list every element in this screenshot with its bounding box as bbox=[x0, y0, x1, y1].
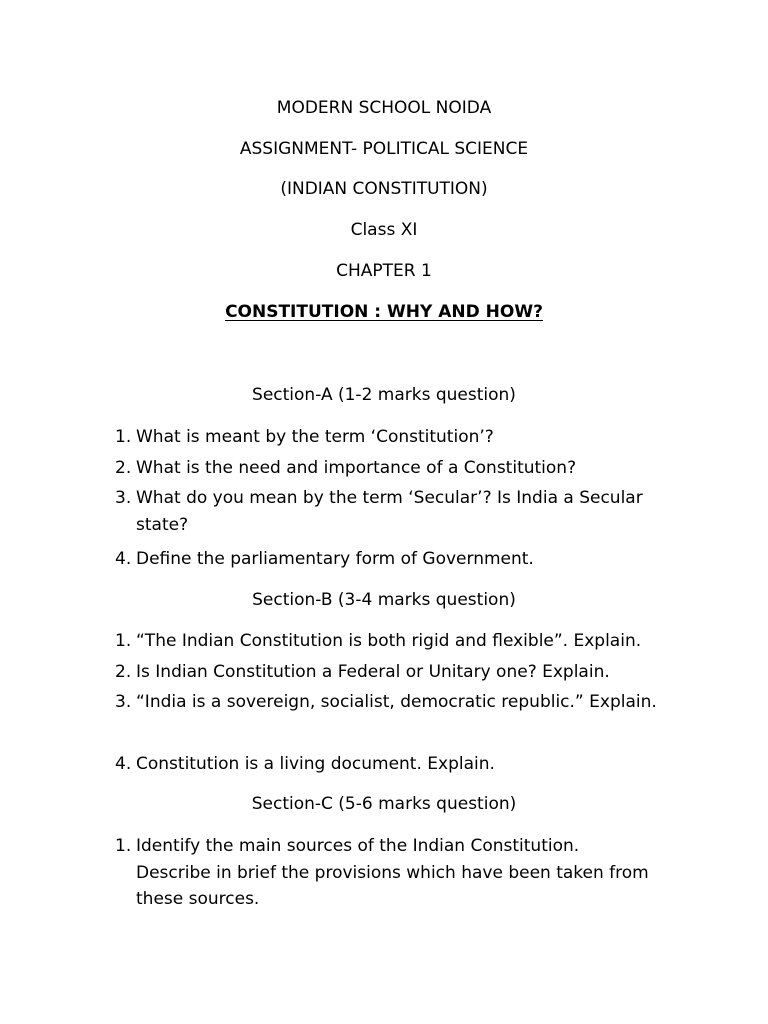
list-item bbox=[115, 689, 735, 716]
list-item bbox=[115, 455, 735, 482]
question-number: 3. bbox=[115, 692, 132, 712]
section-a-heading: Section-A (1-2 marks question) bbox=[252, 385, 516, 405]
question-text: Constitution is a living document. Explain. bbox=[136, 754, 495, 774]
list-item bbox=[115, 833, 735, 913]
chapter-title: CONSTITUTION : WHY AND HOW? bbox=[225, 302, 543, 322]
class-label: Class XI bbox=[350, 220, 418, 240]
subject-title: (INDIAN CONSTITUTION) bbox=[280, 179, 488, 199]
question-number: 4. bbox=[115, 754, 132, 774]
question-number: 3. bbox=[115, 488, 132, 508]
question-text: “The Indian Constitution is both rigid and flexible”. Explain. bbox=[136, 631, 642, 651]
question-number: 1. bbox=[115, 631, 132, 651]
question-text: “India is a sovereign, socialist, democratic republic.” Explain. bbox=[136, 692, 657, 712]
chapter-label: CHAPTER 1 bbox=[336, 261, 432, 281]
question-number: 2. bbox=[115, 662, 132, 682]
question-number: 2. bbox=[115, 458, 132, 478]
question-text: Is Indian Constitution a Federal or Unitary one? Explain. bbox=[136, 662, 610, 682]
assignment-title: ASSIGNMENT- POLITICAL SCIENCE bbox=[239, 139, 529, 159]
list-item bbox=[115, 659, 735, 686]
list-item bbox=[115, 751, 735, 778]
list-item bbox=[115, 485, 735, 538]
question-text: Identify the main sources of the Indian Constitution. Describe in brief the provisions which have been taken from these sources. bbox=[136, 836, 649, 909]
question-text: What is meant by the term ‘Constitution’? bbox=[136, 427, 494, 447]
question-text: Define the parliamentary form of Government. bbox=[136, 549, 534, 569]
question-number: 1. bbox=[115, 427, 132, 447]
section-c-heading: Section-C (5-6 marks question) bbox=[251, 794, 517, 814]
question-text: What do you mean by the term ‘Secular’? Is India a Secular state? bbox=[136, 488, 643, 535]
school-name: MODERN SCHOOL NOIDA bbox=[276, 98, 492, 118]
list-item bbox=[115, 424, 735, 451]
question-number: 1. bbox=[115, 836, 132, 856]
question-text: What is the need and importance of a Constitution? bbox=[136, 458, 577, 478]
section-b-heading: Section-B (3-4 marks question) bbox=[252, 590, 516, 610]
list-item bbox=[115, 628, 735, 655]
question-number: 4. bbox=[115, 549, 132, 569]
list-item bbox=[115, 546, 735, 573]
